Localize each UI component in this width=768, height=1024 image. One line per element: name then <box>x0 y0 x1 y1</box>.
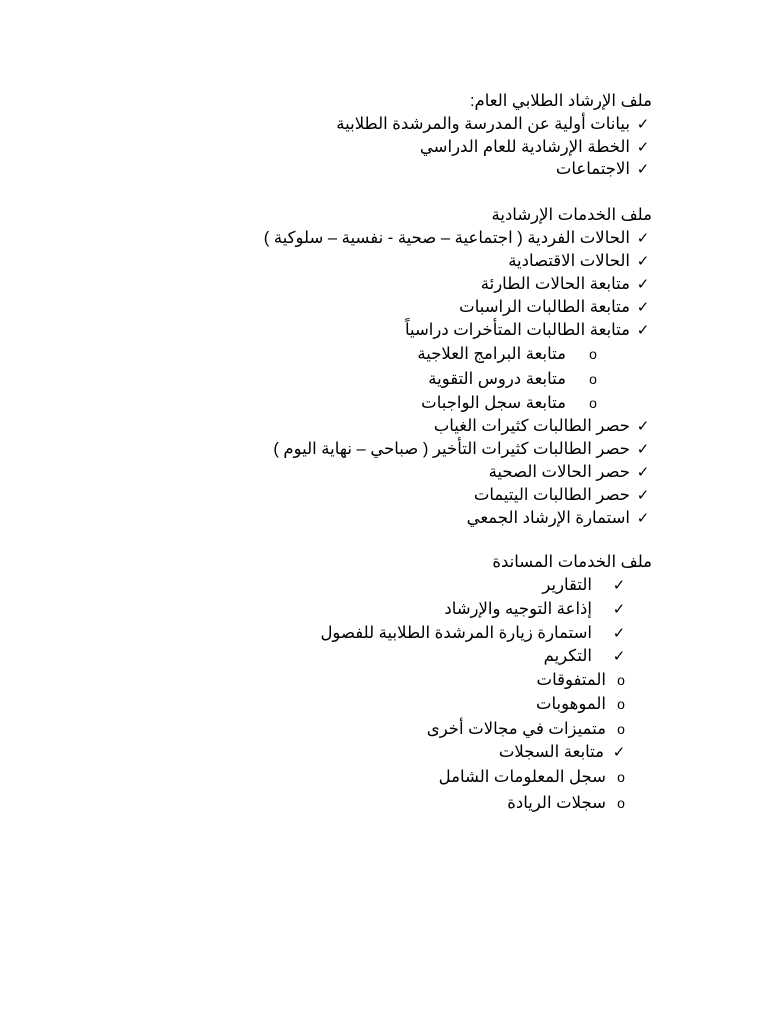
list-item: ✓متابعة الحالات الطارئة <box>481 273 652 295</box>
list-item: ✓الاجتماعات <box>556 158 652 180</box>
checkmark-icon: ✓ <box>612 577 626 594</box>
section-heading-support-services: ملف الخدمات المساندة <box>492 553 652 571</box>
checkmark-icon: ✓ <box>636 441 650 458</box>
list-item: ✓إذاعة التوجيه والإرشاد <box>444 598 628 620</box>
list-item: ✓متابعة الطالبات الراسبات <box>459 296 652 318</box>
sub-list-item: oسجل المعلومات الشامل <box>439 766 630 788</box>
checkmark-icon: ✓ <box>636 139 650 156</box>
list-item: ✓استمارة زيارة المرشدة الطلابية للفصول <box>320 622 628 644</box>
checkmark-icon: ✓ <box>612 601 626 618</box>
sub-list-item: oسجلات الريادة <box>507 792 630 814</box>
checkmark-icon: ✓ <box>636 276 650 293</box>
circle-bullet-icon: o <box>617 696 625 712</box>
section-heading-general-guidance: ملف الإرشاد الطلابي العام: <box>469 92 652 110</box>
circle-bullet-icon: o <box>617 769 625 785</box>
checkmark-icon: ✓ <box>636 116 650 133</box>
circle-bullet-icon: o <box>589 395 597 411</box>
list-item: ✓متابعة السجلات <box>499 741 628 763</box>
list-item: ✓الحالات الاقتصادية <box>508 250 652 272</box>
sub-list-item: oمتابعة دروس التقوية <box>428 368 602 390</box>
checkmark-icon: ✓ <box>636 322 650 339</box>
list-item: ✓التقارير <box>542 574 628 596</box>
sub-list-item: oمتابعة سجل الواجبات <box>421 392 602 414</box>
list-item: ✓الحالات الفردية ( اجتماعية – صحية - نفسية – سلوكية ) <box>264 227 652 249</box>
sub-list-item: oمتميزات في مجالات أخرى <box>427 718 630 740</box>
checkmark-icon: ✓ <box>636 161 650 178</box>
checkmark-icon: ✓ <box>636 230 650 247</box>
checkmark-icon: ✓ <box>612 744 626 761</box>
checkmark-icon: ✓ <box>636 487 650 504</box>
list-item: ✓بيانات أولية عن المدرسة والمرشدة الطلابية <box>336 113 652 135</box>
checkmark-icon: ✓ <box>636 464 650 481</box>
section-heading-guidance-services: ملف الخدمات الإرشادية <box>491 206 652 224</box>
list-item: ✓حصر الطالبات كثيرات التأخير ( صباحي – نهاية اليوم ) <box>273 438 652 460</box>
list-item: ✓حصر الطالبات كثيرات الغياب <box>434 415 652 437</box>
circle-bullet-icon: o <box>589 371 597 387</box>
sub-list-item: oالمتفوقات <box>537 669 630 691</box>
list-item: ✓حصر الطالبات اليتيمات <box>474 484 652 506</box>
circle-bullet-icon: o <box>617 795 625 811</box>
circle-bullet-icon: o <box>589 346 597 362</box>
circle-bullet-icon: o <box>617 672 625 688</box>
checkmark-icon: ✓ <box>612 625 626 642</box>
circle-bullet-icon: o <box>617 721 625 737</box>
sub-list-item: oالموهوبات <box>536 693 630 715</box>
list-item: ✓التكريم <box>544 645 628 667</box>
list-item: ✓متابعة الطالبات المتأخرات دراسياً <box>405 319 652 341</box>
checkmark-icon: ✓ <box>636 299 650 316</box>
list-item: ✓حصر الحالات الصحية <box>489 461 652 483</box>
checkmark-icon: ✓ <box>612 648 626 665</box>
checkmark-icon: ✓ <box>636 418 650 435</box>
checkmark-icon: ✓ <box>636 510 650 527</box>
sub-list-item: oمتابعة البرامج العلاجية <box>417 343 602 365</box>
list-item: ✓الخطة الإرشادية للعام الدراسي <box>420 136 652 158</box>
list-item: ✓استمارة الإرشاد الجمعي <box>467 507 652 529</box>
checkmark-icon: ✓ <box>636 253 650 270</box>
